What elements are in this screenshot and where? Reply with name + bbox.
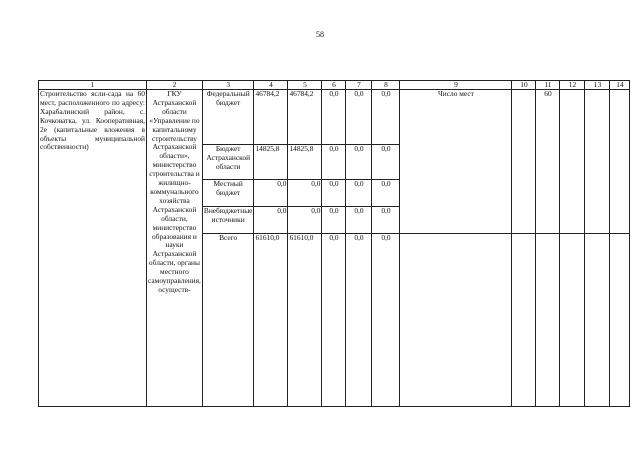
table-row bbox=[39, 90, 630, 145]
page-number: 58 bbox=[316, 30, 324, 39]
funding-source: Внебюджетные источники bbox=[202, 207, 254, 234]
empty-cell bbox=[536, 234, 560, 407]
col-header: 11 bbox=[536, 81, 560, 90]
value-cell: 0,0 bbox=[322, 234, 346, 407]
col-header: 13 bbox=[585, 81, 610, 90]
value-cell: 46784,2 bbox=[288, 90, 322, 145]
value-cell: 0,0 bbox=[372, 145, 400, 180]
col-header: 1 bbox=[39, 81, 147, 90]
value-cell: 0,0 bbox=[372, 234, 400, 407]
funding-source: Местный бюджет bbox=[202, 180, 254, 207]
col-header: 7 bbox=[346, 81, 372, 90]
empty-cell bbox=[610, 90, 630, 234]
col-header: 5 bbox=[288, 81, 322, 90]
project-description: Строительство ясли-сада на 60 мест, расположенного по адресу: Харабалинский район, с. Кочковатка, ул. Кооперативная, 2е (капитальные вложения в объекты муниципальной собственности) bbox=[39, 90, 147, 407]
col-header: 6 bbox=[322, 81, 346, 90]
indicator-name: Число мест bbox=[400, 90, 512, 234]
value-cell: 61610,0 bbox=[254, 234, 288, 407]
col-header: 8 bbox=[372, 81, 400, 90]
value-cell: 0,0 bbox=[346, 90, 372, 145]
program-table bbox=[38, 80, 630, 407]
value-cell: 0,0 bbox=[322, 145, 346, 180]
value-cell: 0,0 bbox=[346, 207, 372, 234]
value-cell: 0,0 bbox=[322, 180, 346, 207]
funding-source: Всего bbox=[202, 234, 254, 407]
value-cell: 0,0 bbox=[346, 145, 372, 180]
col-header: 9 bbox=[400, 81, 512, 90]
value-cell: 14825,8 bbox=[288, 145, 322, 180]
value-cell: 0,0 bbox=[288, 180, 322, 207]
indicator-value: 60 bbox=[536, 90, 560, 234]
executor-cell: ГКУ Астраханской области «Управление по капитальному строительству Астраханской области», министерство строительства и жилищно-коммунального хозяйства Астраханской области, министерство образования и науки Астраханской области, органы местного самоуправления, осуществ- bbox=[147, 90, 203, 407]
value-cell: 46784,2 bbox=[254, 90, 288, 145]
value-cell: 0,0 bbox=[372, 90, 400, 145]
column-numbers-row bbox=[39, 81, 630, 90]
col-header: 3 bbox=[202, 81, 254, 90]
value-cell: 0,0 bbox=[372, 180, 400, 207]
value-cell: 0,0 bbox=[372, 207, 400, 234]
col-header: 4 bbox=[254, 81, 288, 90]
empty-cell bbox=[560, 234, 585, 407]
value-cell: 0,0 bbox=[288, 207, 322, 234]
col-header: 14 bbox=[610, 81, 630, 90]
empty-cell bbox=[585, 234, 610, 407]
empty-cell bbox=[560, 90, 585, 234]
value-cell: 0,0 bbox=[346, 234, 372, 407]
empty-cell bbox=[585, 90, 610, 234]
empty-cell bbox=[610, 234, 630, 407]
funding-source: Бюджет Астраханской области bbox=[202, 145, 254, 180]
empty-cell bbox=[512, 234, 536, 407]
value-cell: 61610,0 bbox=[288, 234, 322, 407]
value-cell: 0,0 bbox=[346, 180, 372, 207]
empty-cell bbox=[400, 234, 512, 407]
value-cell: 14825,8 bbox=[254, 145, 288, 180]
col-header: 10 bbox=[512, 81, 536, 90]
value-cell: 0,0 bbox=[322, 90, 346, 145]
col-header: 2 bbox=[147, 81, 203, 90]
value-cell: 0,0 bbox=[322, 207, 346, 234]
value-cell: 0,0 bbox=[254, 207, 288, 234]
value-cell: 0,0 bbox=[254, 180, 288, 207]
funding-source: Федеральный бюджет bbox=[202, 90, 254, 145]
col-header: 12 bbox=[560, 81, 585, 90]
empty-cell bbox=[512, 90, 536, 234]
